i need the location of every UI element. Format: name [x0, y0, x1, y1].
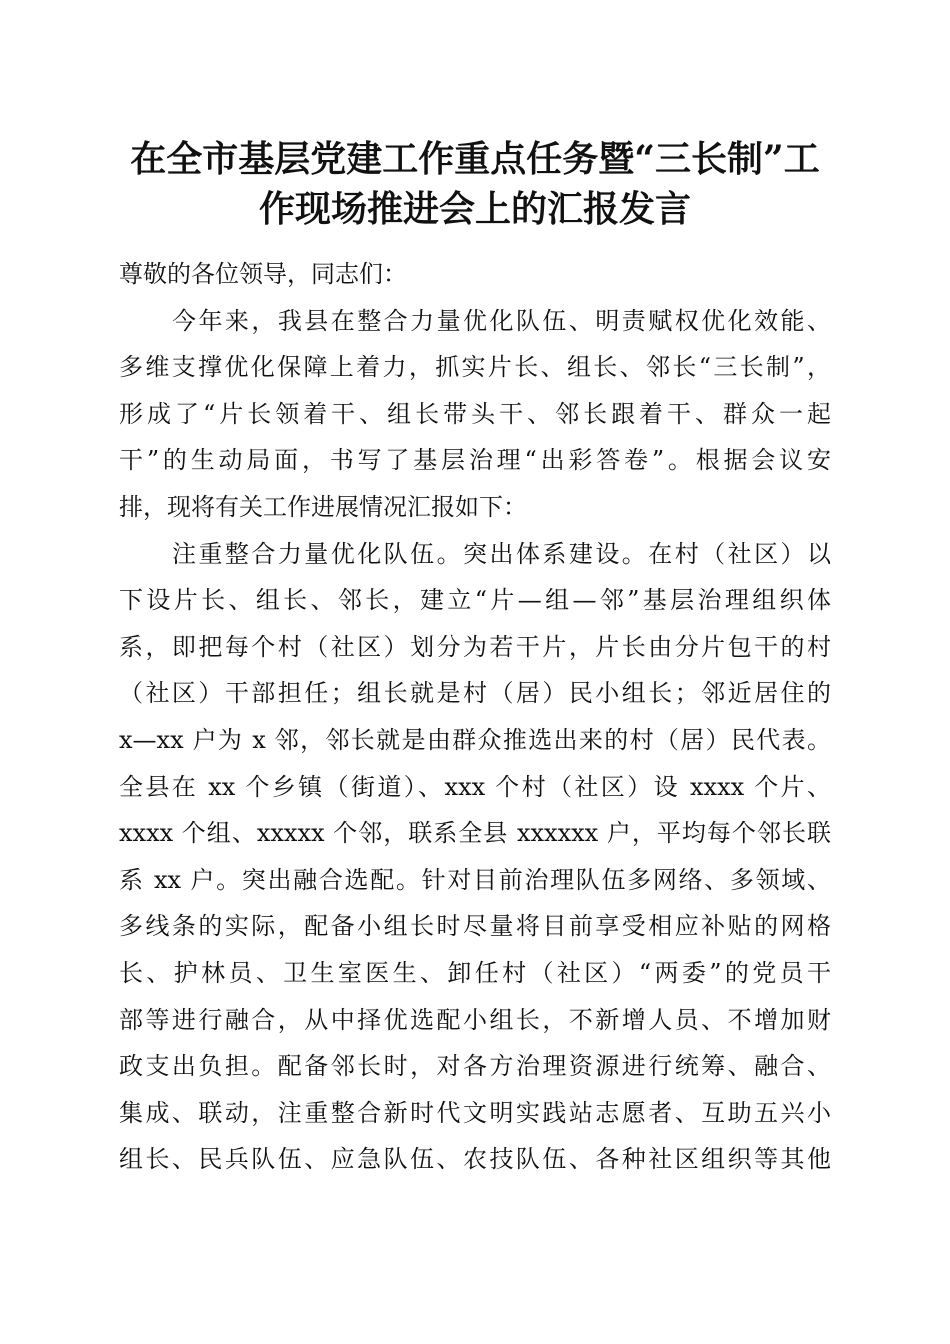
paragraph-line: 今年来，我县在整合力量优化队伍、明责赋权优化效能、: [172, 306, 831, 335]
paragraph-line: 组长、民兵队伍、应急队伍、农技队伍、各种社区组织等其他: [119, 1145, 831, 1174]
paragraph-line: 干”的生动局面，书写了基层治理“出彩答卷”。根据会议安: [119, 446, 831, 475]
paragraph-line: 部等进行融合，从中择优选配小组长，不新增人员、不增加财: [119, 1005, 831, 1034]
paragraph-line: 全县在 xx 个乡镇（街道）、xxx 个村（社区）设 xxxx 个片、: [119, 772, 831, 801]
title-line: 作现场推进会上的汇报发言: [258, 188, 691, 230]
paragraph-line: （社区）干部担任；组长就是村（居）民小组长；邻近居住的: [119, 679, 831, 708]
document-body: [119, 251, 831, 1183]
paragraph-line: 系 xx 户。突出融合选配。针对目前治理队伍多网络、多领域、: [119, 865, 831, 894]
paragraph-line: 政支出负担。配备邻长时，对各方治理资源进行统筹、融合、: [119, 1052, 831, 1081]
paragraph-line: 多线条的实际，配备小组长时尽量将目前享受相应补贴的网格: [119, 912, 831, 941]
paragraph-line: 排，现将有关工作进展情况汇报如下：: [119, 492, 527, 521]
paragraph-line: 集成、联动，注重整合新时代文明实践站志愿者、互助五兴小: [119, 1098, 831, 1127]
paragraph-line: x—xx 户为 x 邻，邻长就是由群众推选出来的村（居）民代表。: [119, 725, 831, 754]
paragraph-intro: [119, 298, 831, 531]
paragraph-line: 多维支撑优化保障上着力，抓实片长、组长、邻长“三长制”，: [119, 353, 831, 382]
paragraph-line: 长、护林员、卫生室医生、卸任村（社区）“两委”的党员干: [119, 958, 831, 987]
paragraph-line: 系，即把每个村（社区）划分为若干片，片长由分片包干的村: [119, 632, 831, 661]
title-line: 在全市基层党建工作重点任务暨“三长制”工: [130, 138, 820, 180]
paragraph-line: 形成了“片长领着干、组长带头干、邻长跟着干、群众一起: [119, 399, 831, 428]
paragraph-team-building: [119, 531, 831, 1183]
paragraph-line: xxxx 个组、xxxxx 个邻，联系全县 xxxxxx 户，平均每个邻长联: [119, 819, 831, 848]
salutation: 尊敬的各位领导，同志们：: [119, 260, 407, 288]
document-title: [90, 134, 860, 234]
paragraph-line: 注重整合力量优化队伍。突出体系建设。在村（社区）以: [172, 539, 831, 568]
paragraph-line: 下设片长、组长、邻长，建立“片—组—邻”基层治理组织体: [119, 586, 831, 615]
